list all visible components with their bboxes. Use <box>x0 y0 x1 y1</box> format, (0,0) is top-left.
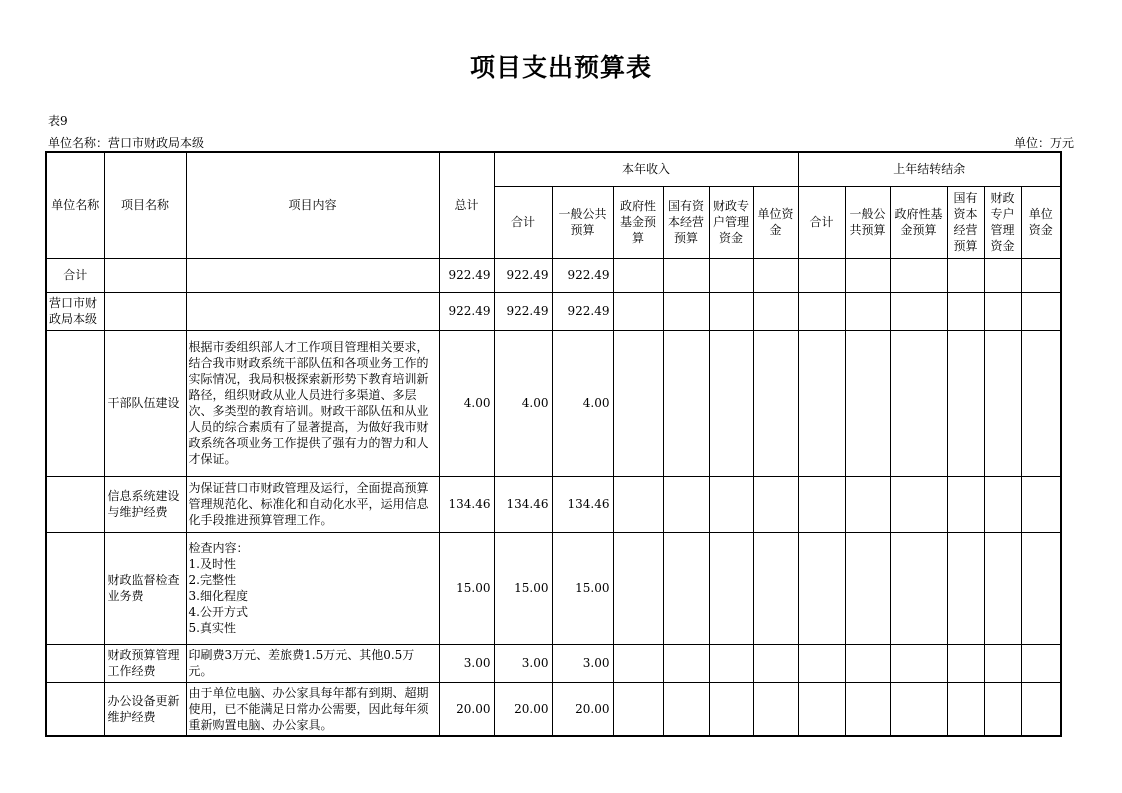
cell-cur-subtotal: 134.46 <box>494 476 552 532</box>
cell-cur-general: 3.00 <box>552 644 613 682</box>
table-row <box>46 682 1061 736</box>
cell-cur-general: 15.00 <box>552 532 613 644</box>
header-prev-unit-funds: 单位资金 <box>1021 186 1061 258</box>
cell-content <box>186 292 439 330</box>
cell-unit <box>46 330 104 476</box>
cell-cur-subtotal: 4.00 <box>494 330 552 476</box>
header-total: 总计 <box>439 152 494 258</box>
table-row <box>46 644 1061 682</box>
cell-total: 3.00 <box>439 644 494 682</box>
cell-content: 检查内容： 1.及时性 2.完整性 3.细化程度 4.公开方式 5.真实性 <box>186 532 439 644</box>
header-cur-special-account: 财政专户管理资金 <box>709 186 753 258</box>
table-row <box>46 476 1061 532</box>
header-cur-gov-fund: 政府性基金预算 <box>613 186 663 258</box>
unit-label: 单位：万元 <box>1013 136 1074 150</box>
cell-unit <box>46 682 104 736</box>
header-cur-state-capital: 国有资本经营预算 <box>663 186 709 258</box>
cell-content: 为保证营口市财政管理及运行，全面提高预算管理规范化、标准化和自动化水平，运用信息化手段推进预算管理工作。 <box>186 476 439 532</box>
cell-content: 根据市委组织部人才工作项目管理相关要求，结合我市财政系统干部队伍和各项业务工作的实际情况，我局积极探索新形势下教育培训新路径，组织财政从业人员进行多渠道、多层次、多类型的教育培训。财政干部队伍和从业人员的综合素质有了显著提高，为做好我市财政系统各项业务工作提供了强有力的智力和人才保证。 <box>186 330 439 476</box>
header-prev-state-capital: 国有资本经营预算 <box>947 186 984 258</box>
cell-project: 办公设备更新维护经费 <box>104 682 186 736</box>
cell-cur-subtotal: 3.00 <box>494 644 552 682</box>
header-project-content: 项目内容 <box>186 152 439 258</box>
cell-total: 134.46 <box>439 476 494 532</box>
table-row <box>46 258 1061 292</box>
cell-cur-subtotal: 20.00 <box>494 682 552 736</box>
header-cur-unit-funds: 单位资金 <box>753 186 798 258</box>
cell-cur-subtotal: 922.49 <box>494 258 552 292</box>
page-title: 项目支出预算表 <box>469 53 652 82</box>
cell-project <box>104 258 186 292</box>
header-cur-subtotal: 合计 <box>494 186 552 258</box>
cell-unit <box>46 476 104 532</box>
cell-project: 干部队伍建设 <box>104 330 186 476</box>
table-number: 表9 <box>48 114 68 128</box>
cell-content <box>186 258 439 292</box>
cell-cur-general: 922.49 <box>552 292 613 330</box>
cell-cur-general: 134.46 <box>552 476 613 532</box>
cell-unit: 合计 <box>46 258 104 292</box>
cell-content: 印刷费3万元、差旅费1.5万元、其他0.5万元。 <box>186 644 439 682</box>
cell-unit <box>46 532 104 644</box>
cell-cur-subtotal: 15.00 <box>494 532 552 644</box>
header-unit-name: 单位名称 <box>46 152 104 258</box>
table-row <box>46 292 1061 330</box>
budget-table <box>45 151 1062 737</box>
cell-project: 信息系统建设与维护经费 <box>104 476 186 532</box>
cell-total: 20.00 <box>439 682 494 736</box>
cell-project <box>104 292 186 330</box>
cell-total: 922.49 <box>439 292 494 330</box>
header-prev-gov-fund: 政府性基金预算 <box>890 186 947 258</box>
cell-content: 由于单位电脑、办公家具每年都有到期、超期使用，已不能满足日常办公需要，因此每年须重新购置电脑、办公家具。 <box>186 682 439 736</box>
table-row <box>46 532 1061 644</box>
table-row <box>46 330 1061 476</box>
header-project-name: 项目名称 <box>104 152 186 258</box>
header-cur-general-public: 一般公共预算 <box>552 186 613 258</box>
unit-name-label: 单位名称：营口市财政局本级 <box>48 136 205 150</box>
cell-total: 922.49 <box>439 258 494 292</box>
cell-cur-general: 4.00 <box>552 330 613 476</box>
header-current-year-income: 本年收入 <box>494 152 798 186</box>
cell-total: 4.00 <box>439 330 494 476</box>
cell-project: 财政预算管理工作经费 <box>104 644 186 682</box>
header-last-year-carryover: 上年结转结余 <box>798 152 1061 186</box>
cell-project: 财政监督检查业务费 <box>104 532 186 644</box>
cell-cur-general: 922.49 <box>552 258 613 292</box>
cell-unit <box>46 644 104 682</box>
cell-cur-general: 20.00 <box>552 682 613 736</box>
header-prev-subtotal: 合计 <box>798 186 845 258</box>
cell-cur-subtotal: 922.49 <box>494 292 552 330</box>
cell-total: 15.00 <box>439 532 494 644</box>
header-prev-general-public: 一般公共预算 <box>845 186 890 258</box>
header-prev-special-account: 财政专户管理资金 <box>984 186 1021 258</box>
cell-unit: 营口市财政局本级 <box>46 292 104 330</box>
